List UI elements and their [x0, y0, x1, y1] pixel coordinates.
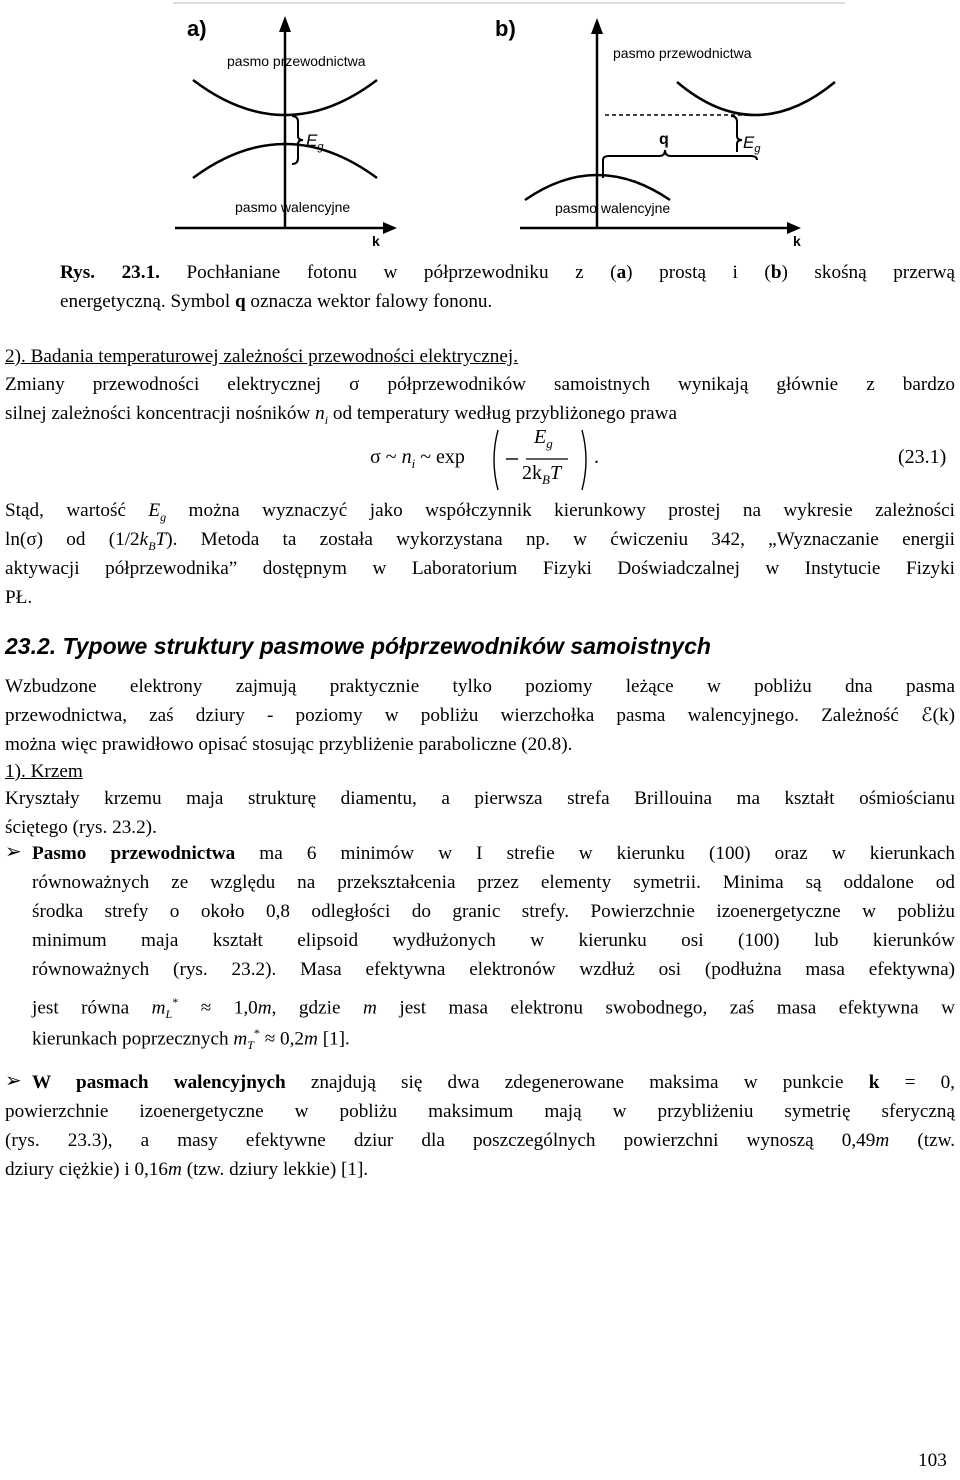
- var-m: m: [304, 1028, 318, 1050]
- caption-text: energetyczną. Symbol: [60, 291, 235, 312]
- var-T: T: [155, 529, 167, 550]
- var-n: n: [401, 446, 412, 468]
- bullet-line: środka strefy o około 0,8 odległości do granic strefy. Powierzchnie izoenergetyczne w pobliżu: [32, 901, 955, 922]
- var-k: k: [139, 529, 149, 550]
- formula-lhs: [370, 446, 465, 472]
- text: znajdują się dwa zdegenerowane maksima w punkcie: [285, 1072, 869, 1093]
- text: (rys. 23.3), a masy efektywne dziur dla poszczególnych powierzchni wynoszą 0,49: [5, 1130, 876, 1151]
- panel-b-q-bracket: [603, 150, 757, 178]
- bold-term: W pasmach walencyjnych: [32, 1072, 286, 1093]
- panel-b-valence-label: pasmo walencyjne: [555, 200, 671, 216]
- var-m: m: [363, 997, 377, 1019]
- left-paren: [494, 430, 498, 490]
- bullet-line: powierzchnie izoenergetyczne w pobliżu maksimum mają w przybliżeniu symetrię sferyczną: [5, 1101, 955, 1122]
- var-E: E: [148, 500, 161, 521]
- sub-B: B: [542, 472, 550, 487]
- panel-b-q-label: q: [659, 131, 669, 148]
- panel-a: [175, 16, 397, 249]
- panel-b-gap-sub: g: [754, 143, 761, 155]
- sub-g: g: [160, 509, 167, 524]
- formula-right-paren-svg: [578, 428, 594, 492]
- formula-dot: .: [594, 446, 599, 468]
- sub-B: B: [148, 538, 156, 553]
- text: jest równa: [32, 997, 152, 1019]
- text: ≈ 0,2: [259, 1028, 305, 1050]
- caption-bold: a: [616, 262, 627, 283]
- var-m: m: [151, 997, 166, 1019]
- caption-bold: q: [234, 291, 246, 312]
- text: = 0,: [879, 1072, 955, 1093]
- panel-b: [495, 16, 835, 249]
- text: 2k: [522, 462, 542, 484]
- caption-bold: b: [770, 262, 782, 283]
- bullet-line: [32, 839, 955, 868]
- text: (tzw.: [889, 1130, 955, 1151]
- sub-i: i: [411, 456, 416, 471]
- panel-b-gap-bracket: [731, 116, 742, 152]
- panel-a-gap-label: E: [306, 131, 318, 150]
- paragraph-line: ściętego (rys. 23.2).: [5, 817, 157, 838]
- text: silnej zależności koncentracji nośników: [5, 403, 316, 424]
- bullet-arrow-icon: ➢: [5, 841, 22, 863]
- page-number: 103: [918, 1450, 947, 1471]
- bullet-line: równoważnych ze względu na przekształcenia przez elementy symetrii. Minima są oddalone od: [32, 872, 955, 893]
- text: dziury ciężkie) i 0,16: [5, 1159, 169, 1180]
- panel-b-conduction-label: pasmo przewodnictwa: [613, 45, 752, 61]
- band-diagram-svg: [165, 0, 850, 252]
- paragraph-line: aktywacji półprzewodnika” dostępnym w Laboratorium Fizyki Doświadczalnej w Instytucie Fizyki: [5, 558, 955, 579]
- sub-g: g: [546, 436, 553, 451]
- panel-a-axis-arrow: [383, 222, 397, 234]
- panel-a-energy-arrow: [279, 16, 291, 32]
- var-m: m: [168, 1159, 182, 1180]
- formula-number: (23.1): [898, 446, 947, 468]
- panel-b-conduction-band-curve: [677, 82, 835, 115]
- var-n: n: [315, 403, 325, 424]
- text: (tzw. dziury lekkie) [1].: [181, 1159, 369, 1180]
- caption-text: oznacza wektor falowy fononu.: [245, 291, 493, 312]
- star: *: [253, 1026, 260, 1040]
- text: ≈ 1,0: [178, 997, 258, 1019]
- band-structure-figure: [165, 0, 850, 252]
- svg-text:Eg: [743, 133, 761, 155]
- var-m: m: [233, 1028, 248, 1050]
- panel-a-gap-bracket: [292, 116, 303, 164]
- text: [1].: [317, 1028, 350, 1050]
- bullet-line: [5, 1155, 368, 1184]
- caption-text: ) prostą i (: [626, 262, 771, 283]
- panel-a-gap-sub: g: [317, 141, 324, 153]
- bullet-line: [32, 1019, 350, 1060]
- section-heading-23-2: 23.2. Typowe struktury pasmowe półprzewodników samoistnych: [5, 633, 711, 659]
- panel-a-valence-label: pasmo walencyjne: [235, 199, 351, 215]
- paragraph-line: Kryształy krzemu maja strukturę diamentu, a pierwsza strefa Brillouina ma kształt ośmiościanu: [5, 788, 955, 809]
- bullet-line: minimum maja kształt elipsoid wydłużonych w kierunku osi (100) lub kierunków: [32, 930, 955, 951]
- var-m: m: [875, 1130, 890, 1151]
- sub-L: L: [165, 1007, 173, 1022]
- var-E: E: [534, 426, 547, 448]
- bullet-arrow-icon: ➢: [5, 1070, 22, 1092]
- text: ). Metoda ta została wykorzystana np. w ćwiczeniu 342, „Wyznaczanie energii: [166, 529, 955, 550]
- text: Stąd, wartość: [5, 500, 149, 521]
- panel-b-gap-label: E: [743, 133, 755, 152]
- subsection-heading-krzem: 1). Krzem: [5, 761, 83, 782]
- bullet-line: [5, 1126, 955, 1155]
- sub-i: i: [324, 412, 329, 427]
- text: ma 6 minimów w I strefie w kierunku (100) oraz w kierunkach: [235, 843, 955, 864]
- paragraph-line: Zmiany przewodności elektrycznej σ półprzewodników samoistnych wynikają głównie z bardzo: [5, 374, 955, 395]
- figure-caption-line1: [60, 258, 955, 287]
- right-paren: [582, 430, 586, 490]
- caption-text: ) skośną przerwą: [781, 262, 955, 283]
- var-m: m: [257, 997, 272, 1019]
- text: od temperatury według przybliżonego prawa: [328, 403, 678, 424]
- text: σ ~: [370, 446, 402, 468]
- text: jest masa elektronu swobodnego, zaś masa efektywna w: [376, 997, 956, 1019]
- sub-T: T: [247, 1038, 254, 1053]
- var-T: T: [549, 462, 562, 484]
- fraction-denominator: [522, 462, 561, 488]
- paragraph-line: Wzbudzone elektrony zajmują praktycznie tylko poziomy leżące w pobliżu dna pasma: [5, 676, 955, 697]
- caption-prefix: Rys. 23.1.: [60, 262, 160, 283]
- panel-a-conduction-label: pasmo przewodnictwa: [227, 53, 366, 69]
- caption-text: Pochłaniane fotonu w półprzewodniku z (: [159, 262, 617, 283]
- paragraph-line: można więc prawidłowo opisać stosując przybliżenie paraboliczne (20.8).: [5, 734, 573, 755]
- bullet-line: [32, 1068, 955, 1097]
- star: *: [172, 995, 179, 1009]
- formula-23-1: [370, 426, 955, 492]
- figure-caption-line2: [60, 287, 492, 316]
- panel-b-label: b): [495, 16, 516, 41]
- bold-term: Pasmo przewodnictwa: [32, 843, 236, 864]
- panel-b-energy-arrow: [591, 18, 603, 34]
- panel-b-k-label: k: [793, 233, 801, 249]
- paragraph-line: PŁ.: [5, 587, 33, 608]
- section-heading-2: 2). Badania temperaturowej zależności przewodności elektrycznej.: [5, 346, 519, 367]
- text: ~ exp: [415, 446, 465, 468]
- bullet-line: równoważnych (rys. 23.2). Masa efektywna elektronów wzdłuż osi (podłużna masa efektywna): [32, 959, 955, 980]
- fraction-numerator: [534, 426, 553, 452]
- paragraph-line: przewodnictwa, zaś dziury - poziomy w pobliżu wierzchołka pasma walencyjnego. Zależność ℰ(k): [5, 705, 955, 726]
- panel-a-label: a): [187, 16, 207, 41]
- text: ln(σ) od (1/2: [5, 529, 140, 550]
- panel-a-k-label: k: [372, 233, 380, 249]
- svg-text:Eg: [306, 131, 324, 153]
- bold-k: k: [868, 1072, 880, 1093]
- text: kierunkach poprzecznych: [32, 1028, 234, 1050]
- text: , gdzie: [271, 997, 363, 1019]
- text: można wyznaczyć jako współczynnik kierunkowy prostej na wykresie zależności: [166, 500, 955, 521]
